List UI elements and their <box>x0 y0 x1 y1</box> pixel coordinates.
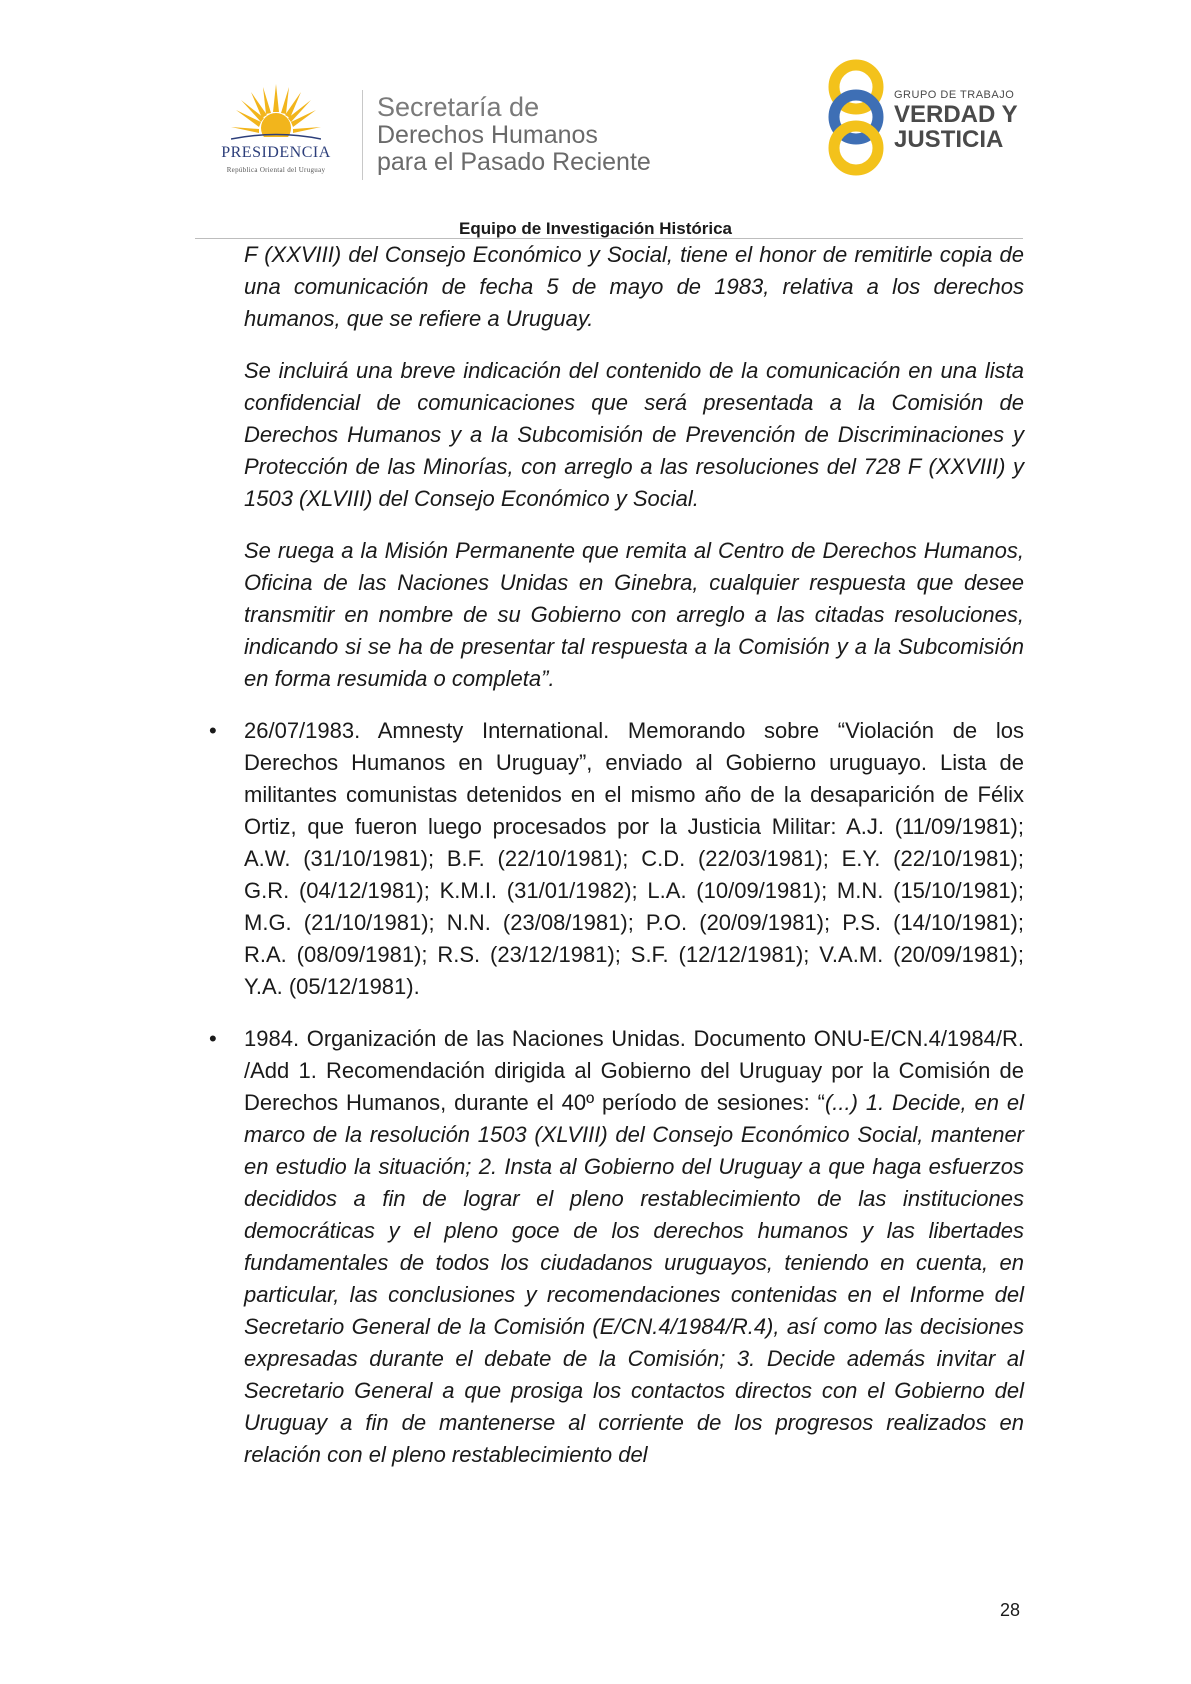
gtvj-line-3: JUSTICIA <box>894 126 1004 153</box>
paragraph-1: F (XXVIII) del Consejo Económico y Social, tiene el honor de remitirle copia de una comunicación de fecha 5 de mayo de 1983, relativa a los derechos humanos, que se refiere a Uruguay. <box>244 242 1024 331</box>
list-item-2-quoted-text: (...) 1. Decide, en el marco de la resolución 1503 (XLVIII) del Consejo Económico Social, mantener en estudio la situación; 2. Insta al Gobierno del Uruguay a que haga esfuerzos decididos a fin de lograr el pleno restablecimiento de las instituciones democráticas y el pleno goce de los derechos humanos y las libertades fundamentales de todos los ciudadanos uruguayos, teniendo en cuenta, en particular, las conclusiones y recomendaciones contenidas en el Informe del Secretario General de la Comisión (E/CN.4/1984/R.4), así como las decisiones expresadas durante el debate de la Comisión; 3. Decide además invitar al Secretario General a que prosiga los contactos directos con el Gobierno del Uruguay a fin de mantenerse al corriente de los progresos realizados en relación con el pleno restablecimiento del <box>244 1090 1024 1467</box>
interlocked-rings-icon <box>822 55 890 180</box>
presidencia-name: PRESIDENCIA <box>221 144 331 161</box>
paragraph-3: Se ruega a la Misión Permanente que remita al Centro de Derechos Humanos, Oficina de las Naciones Unidas en Ginebra, cualquier respuesta que desee transmitir en nombre de su Gobierno con arreglo a las citadas resoluciones, indicando si se ha de presentar tal respuesta a la Comisión y a la Subcomisión en forma resumida o completa”. <box>244 538 1024 691</box>
list-item-2 <box>209 1023 1024 1471</box>
verdad-justicia-logo <box>822 55 1032 180</box>
logo-divider <box>362 90 363 180</box>
page-number: 28 <box>1000 1600 1021 1620</box>
secretaria-logo <box>377 92 651 176</box>
gtvj-line-2: VERDAD Y <box>894 101 1018 128</box>
list-item-1-text: 26/07/1983. Amnesty International. Memorando sobre “Violación de los Derechos Humanos en Uruguay”, enviado al Gobierno uruguayo. Lista de militantes comunistas detenidos en el mismo año de la desaparición de Félix Ortiz, que fueron luego procesados por la Justicia Militar: A.J. (11/09/1981); A.W. (31/10/1981); B.F. (22/10/1981); C.D. (22/03/1981); E.Y. (22/10/1981); G.R. (04/12/1981); K.M.I. (31/01/1982); L.A. (10/09/1981); M.N. (15/10/1981); M.G. (21/10/1981); N.N. (23/08/1981); P.O. (20/09/1981); P.S. (14/10/1981); R.A. (08/09/1981); R.S. (23/12/1981); S.F. (12/12/1981); V.A.M. (20/09/1981); Y.A. (05/12/1981). <box>244 718 1024 999</box>
bullet-symbol: • <box>209 718 217 743</box>
list-item-1 <box>209 715 1024 1003</box>
list-item-2-normal-text: 1984. Organización de las Naciones Unidas. Documento ONU-E/CN.4/1984/R. /Add 1. Recomendación dirigida al Gobierno del Uruguay por la Comisión de Derechos Humanos, durante el 40º período de sesiones: “ <box>244 1026 1024 1115</box>
secretaria-line-3: para el Pasado Reciente <box>377 148 651 176</box>
gtvj-line-1: GRUPO DE TRABAJO <box>894 89 1015 101</box>
bullet-symbol: • <box>209 1026 217 1051</box>
document-body <box>209 239 1024 1471</box>
secretaria-line-1: Secretaría de <box>377 92 540 122</box>
paragraph-2: Se incluirá una breve indicación del contenido de la comunicación en una lista confidencial de comunicaciones que será presentada a la Comisión de Derechos Humanos y a la Subcomisión de Prevención de Discriminaciones y Protección de las Minorías, con arreglo a las resoluciones del 728 F (XXVIII) y 1503 (XLVIII) del Consejo Económico y Social. <box>244 358 1024 511</box>
presidencia-subtitle: República Oriental del Uruguay <box>226 166 326 174</box>
list-item-2-text <box>244 1023 1024 1471</box>
presidencia-logo <box>196 82 356 182</box>
secretaria-line-2: Derechos Humanos <box>377 121 598 149</box>
sun-icon <box>231 82 321 144</box>
team-title: Equipo de Investigación Histórica <box>459 219 732 238</box>
